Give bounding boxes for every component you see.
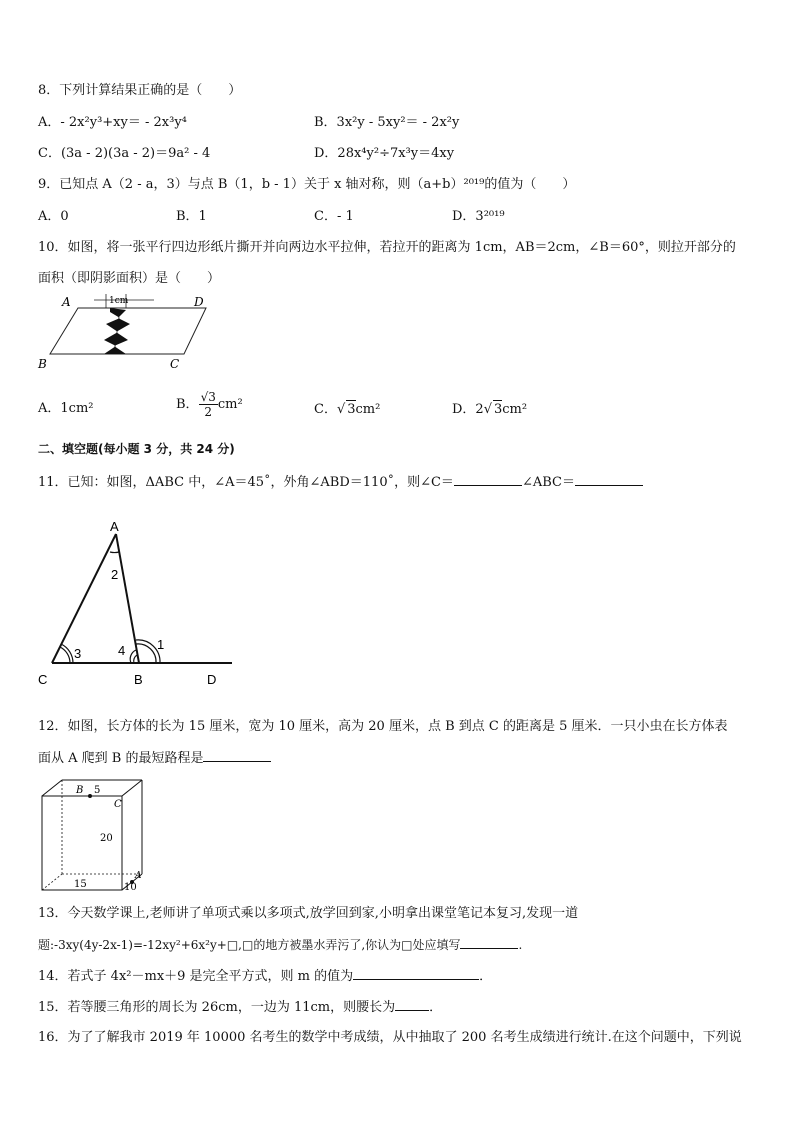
q10-fig-label-c: C	[170, 357, 180, 371]
q11-fig-angle-1: 1	[157, 637, 165, 652]
q11-fig-label-b: B	[134, 672, 143, 687]
q16-line1: 16．为了了解我市 2019 年 10000 名考生的数学中考成绩，从中抽取了 200 名考生成绩进行统计.在这个问题中，下列说	[38, 1030, 742, 1045]
q10-option-d-prefix: D．2	[452, 402, 484, 417]
q10-option-c: C．√ 3cm²	[314, 402, 381, 417]
q10-stem-line2: 面积（即阴影面积）是（ ）	[38, 271, 221, 286]
q10-option-d-root: 3	[494, 402, 503, 417]
q12-fig-label-5: 5	[94, 785, 101, 796]
q14-stem-end: ．	[479, 969, 493, 984]
q10-option-d-unit: cm²	[502, 402, 528, 417]
q11-fig-label-c: C	[38, 672, 48, 687]
q11-fig-label-a: A	[110, 519, 119, 534]
q12-fig-label-a: A	[135, 871, 142, 881]
q14-blank[interactable]	[353, 967, 479, 980]
q10-option-c-prefix: C．	[314, 402, 337, 417]
q15-stem-end: ．	[429, 1000, 443, 1015]
q12-fig-label-10: 10	[124, 882, 137, 893]
q10-parallelogram-figure	[30, 290, 220, 376]
q9-option-a: A．0	[38, 209, 69, 224]
q10-option-b	[176, 390, 243, 419]
q12-cuboid-figure	[32, 776, 152, 896]
q10-fig-distance: 1cm	[109, 296, 129, 306]
q11-fig-angle-3: 3	[74, 646, 82, 661]
q13-line2	[38, 936, 522, 954]
q13-line1: 13．今天数学课上,老师讲了单项式乘以多项式,放学回到家,小明拿出课堂笔记本复习,发现一道	[38, 906, 579, 921]
q14-stem-text: 14．若式子 4x²－mx＋9 是完全平方式，则 m 的值为	[38, 969, 354, 984]
q12-fig-label-20: 20	[100, 833, 113, 844]
q13-blank[interactable]	[460, 936, 518, 949]
q10-option-b-denominator: 2	[204, 405, 213, 419]
q12-fig-label-15: 15	[74, 879, 87, 890]
q10-fig-label-a: A	[62, 295, 71, 309]
q12-line1: 12．如图，长方体的长为 15 厘米，宽为 10 厘米，高为 20 厘米，点 B 到点 C 的距离是 5 厘米．一只小虫在长方体表	[38, 719, 728, 734]
q10-option-b-numerator: √3	[200, 390, 216, 404]
q15-stem	[38, 998, 442, 1017]
q15-blank[interactable]	[395, 998, 429, 1011]
q14-stem	[38, 967, 492, 986]
q10-option-d: D．2√ 3cm²	[452, 402, 528, 417]
q8-option-c: C．(3a - 2)(3a - 2)＝9a² - 4	[38, 146, 211, 161]
q10-option-b-unit: cm²	[217, 397, 243, 412]
q10-option-b-fraction	[199, 390, 218, 419]
q10-option-b-prefix: B．	[176, 397, 199, 412]
q13-line2-text: 题:-3xy(4y-2x-1)=-12xy²+6x²y+□,□的地方被墨水弄污了,你认为□处应填写	[38, 938, 461, 952]
q11-triangle-figure	[30, 518, 240, 694]
q11-stem-part-a: 11．已知：如图，ΔABC 中，∠A＝45˚，外角∠ABD＝110˚，则∠C＝	[38, 475, 454, 490]
section-2-title: 二、填空题(每小题 3 分，共 24 分)	[38, 442, 235, 456]
q9-option-c: C．- 1	[314, 209, 354, 224]
q12-fig-label-b: B	[76, 785, 84, 796]
q12-fig-label-c: C	[114, 799, 122, 810]
q12-line2-text: 面从 A 爬到 B 的最短路程是	[38, 751, 204, 766]
q10-fig-label-d: D	[194, 295, 204, 309]
q15-stem-text: 15．若等腰三角形的周长为 26cm，一边为 11cm，则腰长为	[38, 1000, 396, 1015]
q11-fig-label-d: D	[207, 672, 217, 687]
q13-line2-end: .	[518, 938, 523, 952]
q10-fig-label-b: B	[38, 357, 47, 371]
q11-stem-part-b: ∠ABC＝	[521, 475, 575, 490]
q9-option-b: B．1	[176, 209, 207, 224]
q9-option-d: D．3²⁰¹⁹	[452, 209, 505, 224]
q10-option-a: A．1cm²	[38, 401, 94, 416]
q8-option-b: B．3x²y - 5xy²＝ - 2x²y	[314, 115, 460, 130]
q10-stem-line1: 10．如图，将一张平行四边形纸片撕开并向两边水平拉伸，若拉开的距离为 1cm，AB＝2cm，∠B＝60°，则拉开部分的	[38, 240, 736, 255]
q9-stem: 9．已知点 A（2 - a，3）与点 B（1，b - 1）关于 x 轴对称，则（a+b）²⁰¹⁹的值为（ ）	[38, 177, 576, 192]
q8-stem: 8．下列计算结果正确的是（ ）	[38, 83, 242, 98]
q11-blank-abc[interactable]	[575, 473, 643, 486]
q11-fig-angle-4: 4	[118, 643, 126, 658]
q12-blank[interactable]	[203, 749, 271, 762]
q10-option-c-unit: cm²	[355, 402, 381, 417]
q12-line2	[38, 749, 271, 768]
q11-stem	[38, 473, 643, 492]
q11-blank-c[interactable]	[454, 473, 522, 486]
q11-fig-angle-2: 2	[111, 567, 119, 582]
q8-option-d: D．28x⁴y²÷7x³y＝4xy	[314, 146, 455, 161]
q8-option-a: A．- 2x²y³+xy＝ - 2x³y⁴	[38, 115, 187, 130]
q10-option-c-root: 3	[347, 402, 356, 417]
